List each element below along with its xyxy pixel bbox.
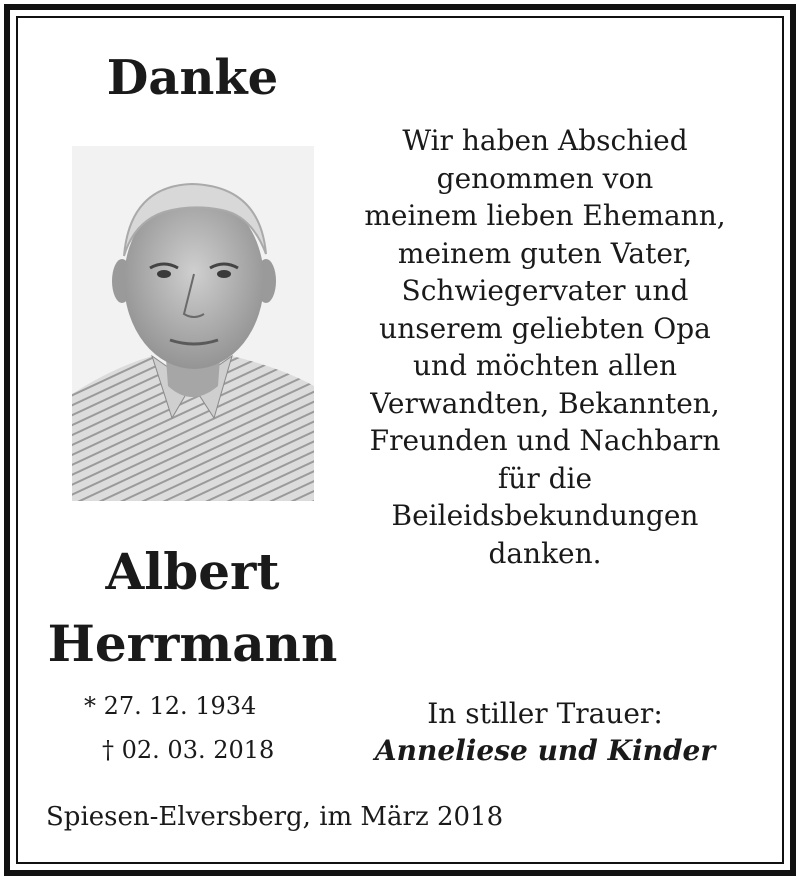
- message-line: Schwiegervater und: [401, 274, 689, 307]
- message-line: unserem geliebten Opa: [379, 311, 711, 345]
- thank-you-message: [350, 122, 740, 572]
- message-line: meinem lieben Ehemann,: [364, 199, 726, 232]
- death-date: † 02. 03. 2018: [102, 736, 275, 764]
- message-line: Beileidsbekundungen: [391, 499, 699, 532]
- heading: Danke: [106, 50, 279, 106]
- message-line: Wir haben Abschied: [402, 124, 688, 157]
- message-line: danken.: [488, 536, 602, 570]
- message-line: Freunden und Nachbarn: [369, 424, 721, 457]
- deceased-last-name: Herrmann: [47, 614, 338, 673]
- portrait-photo: [72, 146, 314, 501]
- birth-date: * 27. 12. 1934: [84, 692, 257, 720]
- deceased-first-name: Albert: [105, 542, 280, 601]
- message-line: und möchten allen: [413, 349, 677, 382]
- message-line: genommen von: [436, 161, 654, 195]
- message-line: Verwandten, Bekannten,: [370, 386, 720, 420]
- message-line: meinem guten Vater,: [397, 236, 693, 270]
- message-line: für die: [497, 461, 593, 495]
- mourning-label: In stiller Trauer:: [427, 697, 663, 730]
- place-and-date: Spiesen-Elversberg, im März 2018: [46, 802, 504, 832]
- mourning-signers: Anneliese und Kinder: [374, 734, 716, 767]
